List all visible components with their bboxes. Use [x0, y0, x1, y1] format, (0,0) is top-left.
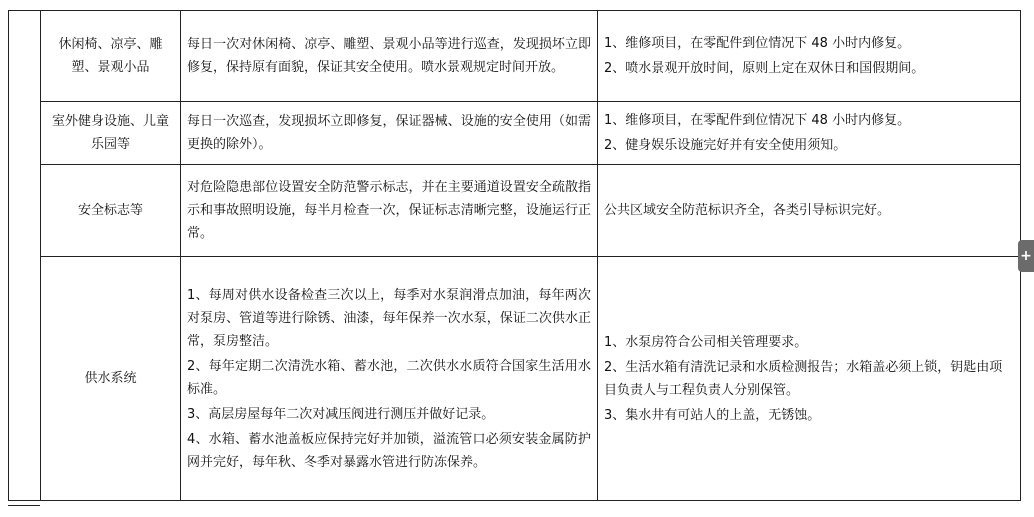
content-text: 2、每年定期二次清洗水箱、蓄水池，二次供水水质符合国家生活用水标准。: [187, 358, 591, 397]
standard-cell: [598, 165, 1021, 257]
standard-line: 1、水泵房符合公司相关管理要求。: [604, 334, 808, 350]
standard-line: 2、健身娱乐设施完好并有安全使用须知。: [604, 138, 847, 153]
standard-line: 1、维修项目，在零配件到位情况下 48 小时内修复。: [604, 36, 911, 51]
table-row: [9, 165, 1021, 257]
content-cell: [181, 257, 598, 501]
table-row: [9, 11, 1021, 102]
left-gutter-cell: [9, 11, 41, 501]
content-text: 每日一次对休闲椅、凉亭、雕塑、景观小品等进行巡查，发现损坏立即修复，保持原有面貌，保证其安全使用。喷水景观规定时间开放。: [187, 37, 591, 75]
side-tab-glyph: +: [1020, 248, 1032, 264]
content-text: 每日一次巡查，发现损坏立即修复，保证器械、设施的安全使用（如需更换的除外）。: [187, 114, 591, 152]
standard-line: 2、生活水箱有清洗记录和水质检测报告；水箱盖必须上锁，钥匙由项目负责人与工程负责人分别保管。: [604, 359, 1003, 398]
item-cell: [41, 11, 181, 102]
content-cell: [181, 165, 598, 257]
item-label: 供水系统: [84, 371, 137, 386]
item-cell: [41, 257, 181, 501]
item-label: 室外健身设施、儿童乐园等: [51, 114, 169, 152]
page-bottom-rule: [8, 505, 40, 506]
standard-line: 公共区域安全防范标识齐全，各类引导标识完好。: [604, 203, 891, 218]
standard-cell: [598, 102, 1021, 165]
plus-icon[interactable]: [1018, 240, 1034, 272]
content-cell: [181, 11, 598, 102]
item-cell: [41, 102, 181, 165]
content-text: 4、水箱、蓄水池盖板应保持完好并加锁，溢流管口必须安装金属防护网并完好，每年秋、冬季对暴露水管进行防冻保养。: [187, 431, 591, 470]
content-text: 1、每周对供水设备检查三次以上，每季对水泵润滑点加油，每年两次对泵房、管道等进行除锈、油漆，每年保养一次水泵，保证二次供水正常，泵房整洁。: [187, 287, 591, 349]
table-row: [9, 257, 1021, 501]
standard-line: 3、集水井有可站人的上盖，无锈蚀。: [604, 407, 821, 423]
standard-line: 1、维修项目，在零配件到位情况下 48 小时内修复。: [604, 113, 911, 128]
standard-cell: [598, 11, 1021, 102]
content-cell: [181, 102, 598, 165]
content-text: 3、高层房屋每年二次对减压阀进行测压并做好记录。: [187, 406, 495, 422]
standard-cell: [598, 257, 1021, 501]
item-label: 安全标志等: [77, 203, 143, 218]
item-label: 休闲椅、凉亭、雕塑、景观小品: [58, 37, 163, 75]
standard-line: 2、喷水景观开放时间，原则上定在双休日和国假期间。: [604, 61, 925, 76]
content-text: 对危险隐患部位设置安全防范警示标志，并在主要通道设置安全疏散指示和事故照明设施，每半月检查一次，保证标志清晰完整，设施运行正常。: [187, 180, 591, 241]
table-row: [9, 102, 1021, 165]
maintenance-table: [8, 10, 1021, 501]
item-cell: [41, 165, 181, 257]
